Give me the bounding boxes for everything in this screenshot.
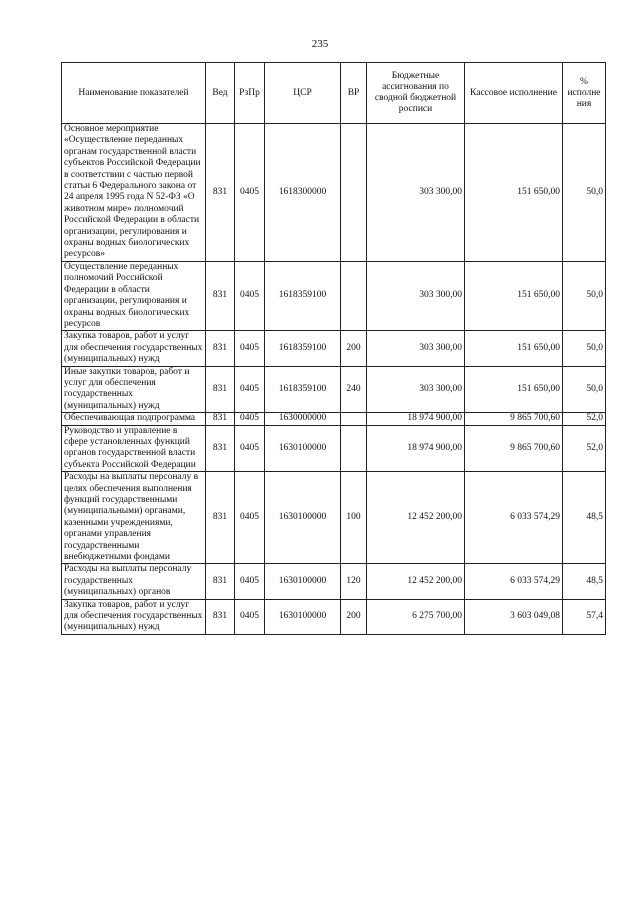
row-rzpr: 0405 [235,366,265,413]
table-row [62,472,606,564]
row-vr: 100 [341,472,367,564]
row-rzpr: 0405 [235,564,265,599]
table-row [62,599,606,634]
header-csr: ЦСР [265,63,341,124]
row-pct: 52,0 [563,413,606,425]
row-csr: 1618359100 [265,366,341,413]
row-rzpr: 0405 [235,599,265,634]
row-budget: 303 300,00 [367,124,465,262]
row-cash: 9 865 700,60 [465,425,563,472]
row-pct: 50,0 [563,331,606,366]
table-row [62,261,606,330]
row-budget: 6 275 700,00 [367,599,465,634]
row-csr: 1618359100 [265,331,341,366]
table-header-row [62,63,606,124]
row-ved: 831 [206,413,235,425]
header-cash: Кассовое исполнение [465,63,563,124]
row-rzpr: 0405 [235,413,265,425]
row-pct: 50,0 [563,261,606,330]
table-row [62,366,606,413]
table-row [62,124,606,262]
row-ved: 831 [206,425,235,472]
row-rzpr: 0405 [235,472,265,564]
row-name: Расходы на выплаты персоналу в целях обеспечения выполнения функций государственными (муниципальными) органами, казенными учреждениями, органами управления государственными внебюджетными фондами [62,472,206,564]
table-row [62,413,606,425]
row-csr: 1630100000 [265,425,341,472]
row-cash: 151 650,00 [465,124,563,262]
header-vr: ВР [341,63,367,124]
row-csr: 1618300000 [265,124,341,262]
row-name: Иные закупки товаров, работ и услуг для обеспечения государственных (муниципальных) нужд [62,366,206,413]
row-cash: 6 033 574,29 [465,564,563,599]
budget-execution-table [61,62,606,635]
row-vr: 240 [341,366,367,413]
row-budget: 18 974 900,00 [367,425,465,472]
header-name: Наименование показателей [62,63,206,124]
row-rzpr: 0405 [235,425,265,472]
row-csr: 1630000000 [265,413,341,425]
row-cash: 9 865 700,60 [465,413,563,425]
row-budget: 303 300,00 [367,261,465,330]
row-rzpr: 0405 [235,124,265,262]
row-name: Закупка товаров, работ и услуг для обеспечения государственных (муниципальных) нужд [62,331,206,366]
row-cash: 6 033 574,29 [465,472,563,564]
row-vr: 200 [341,599,367,634]
row-ved: 831 [206,599,235,634]
row-budget: 18 974 900,00 [367,413,465,425]
row-pct: 50,0 [563,366,606,413]
row-csr: 1630100000 [265,564,341,599]
row-ved: 831 [206,366,235,413]
row-ved: 831 [206,472,235,564]
table-row [62,425,606,472]
row-pct: 52,0 [563,425,606,472]
row-name: Руководство и управление в сфере установленных функций органов государственной власти субъекта Российской Федерации [62,425,206,472]
row-rzpr: 0405 [235,331,265,366]
row-pct: 48,5 [563,472,606,564]
row-pct: 57,4 [563,599,606,634]
row-csr: 1630100000 [265,599,341,634]
header-rzpr: РзПр [235,63,265,124]
row-rzpr: 0405 [235,261,265,330]
page-number: 235 [311,38,329,50]
row-cash: 3 603 049,08 [465,599,563,634]
row-pct: 48,5 [563,564,606,599]
row-budget: 303 300,00 [367,331,465,366]
row-budget: 303 300,00 [367,366,465,413]
row-ved: 831 [206,124,235,262]
row-name: Основное мероприятие «Осуществление переданных органам государственной власти субъектов Российской Федерации в соответствии с частью первой статьи 6 Федерального закона от 24 апреля 1995 года N 52-ФЗ «О животном мире» полномочий Российской Федерации в области организации, регулирования и охраны водных биологических ресурсов» [62,124,206,262]
row-cash: 151 650,00 [465,331,563,366]
header-budget: Бюджетные ассигнования по сводной бюджетной росписи [367,63,465,124]
row-name: Осуществление переданных полномочий Российской Федерации в области организации, регулирования и охраны водных биологических ресурсов [62,261,206,330]
row-budget: 12 452 200,00 [367,564,465,599]
table-row [62,564,606,599]
row-vr: 120 [341,564,367,599]
header-pct: % исполне ния [563,63,606,124]
row-csr: 1618359100 [265,261,341,330]
row-vr: 200 [341,331,367,366]
header-ved: Вед [206,63,235,124]
table-row [62,331,606,366]
row-name: Обеспечивающая подпрограмма [62,413,206,425]
row-vr [341,413,367,425]
row-ved: 831 [206,331,235,366]
row-vr [341,124,367,262]
row-cash: 151 650,00 [465,366,563,413]
row-cash: 151 650,00 [465,261,563,330]
row-name: Закупка товаров, работ и услуг для обеспечения государственных (муниципальных) нужд [62,599,206,634]
row-ved: 831 [206,564,235,599]
row-budget: 12 452 200,00 [367,472,465,564]
row-csr: 1630100000 [265,472,341,564]
row-vr [341,425,367,472]
row-pct: 50,0 [563,124,606,262]
row-name: Расходы на выплаты персоналу государственных (муниципальных) органов [62,564,206,599]
row-vr [341,261,367,330]
row-ved: 831 [206,261,235,330]
